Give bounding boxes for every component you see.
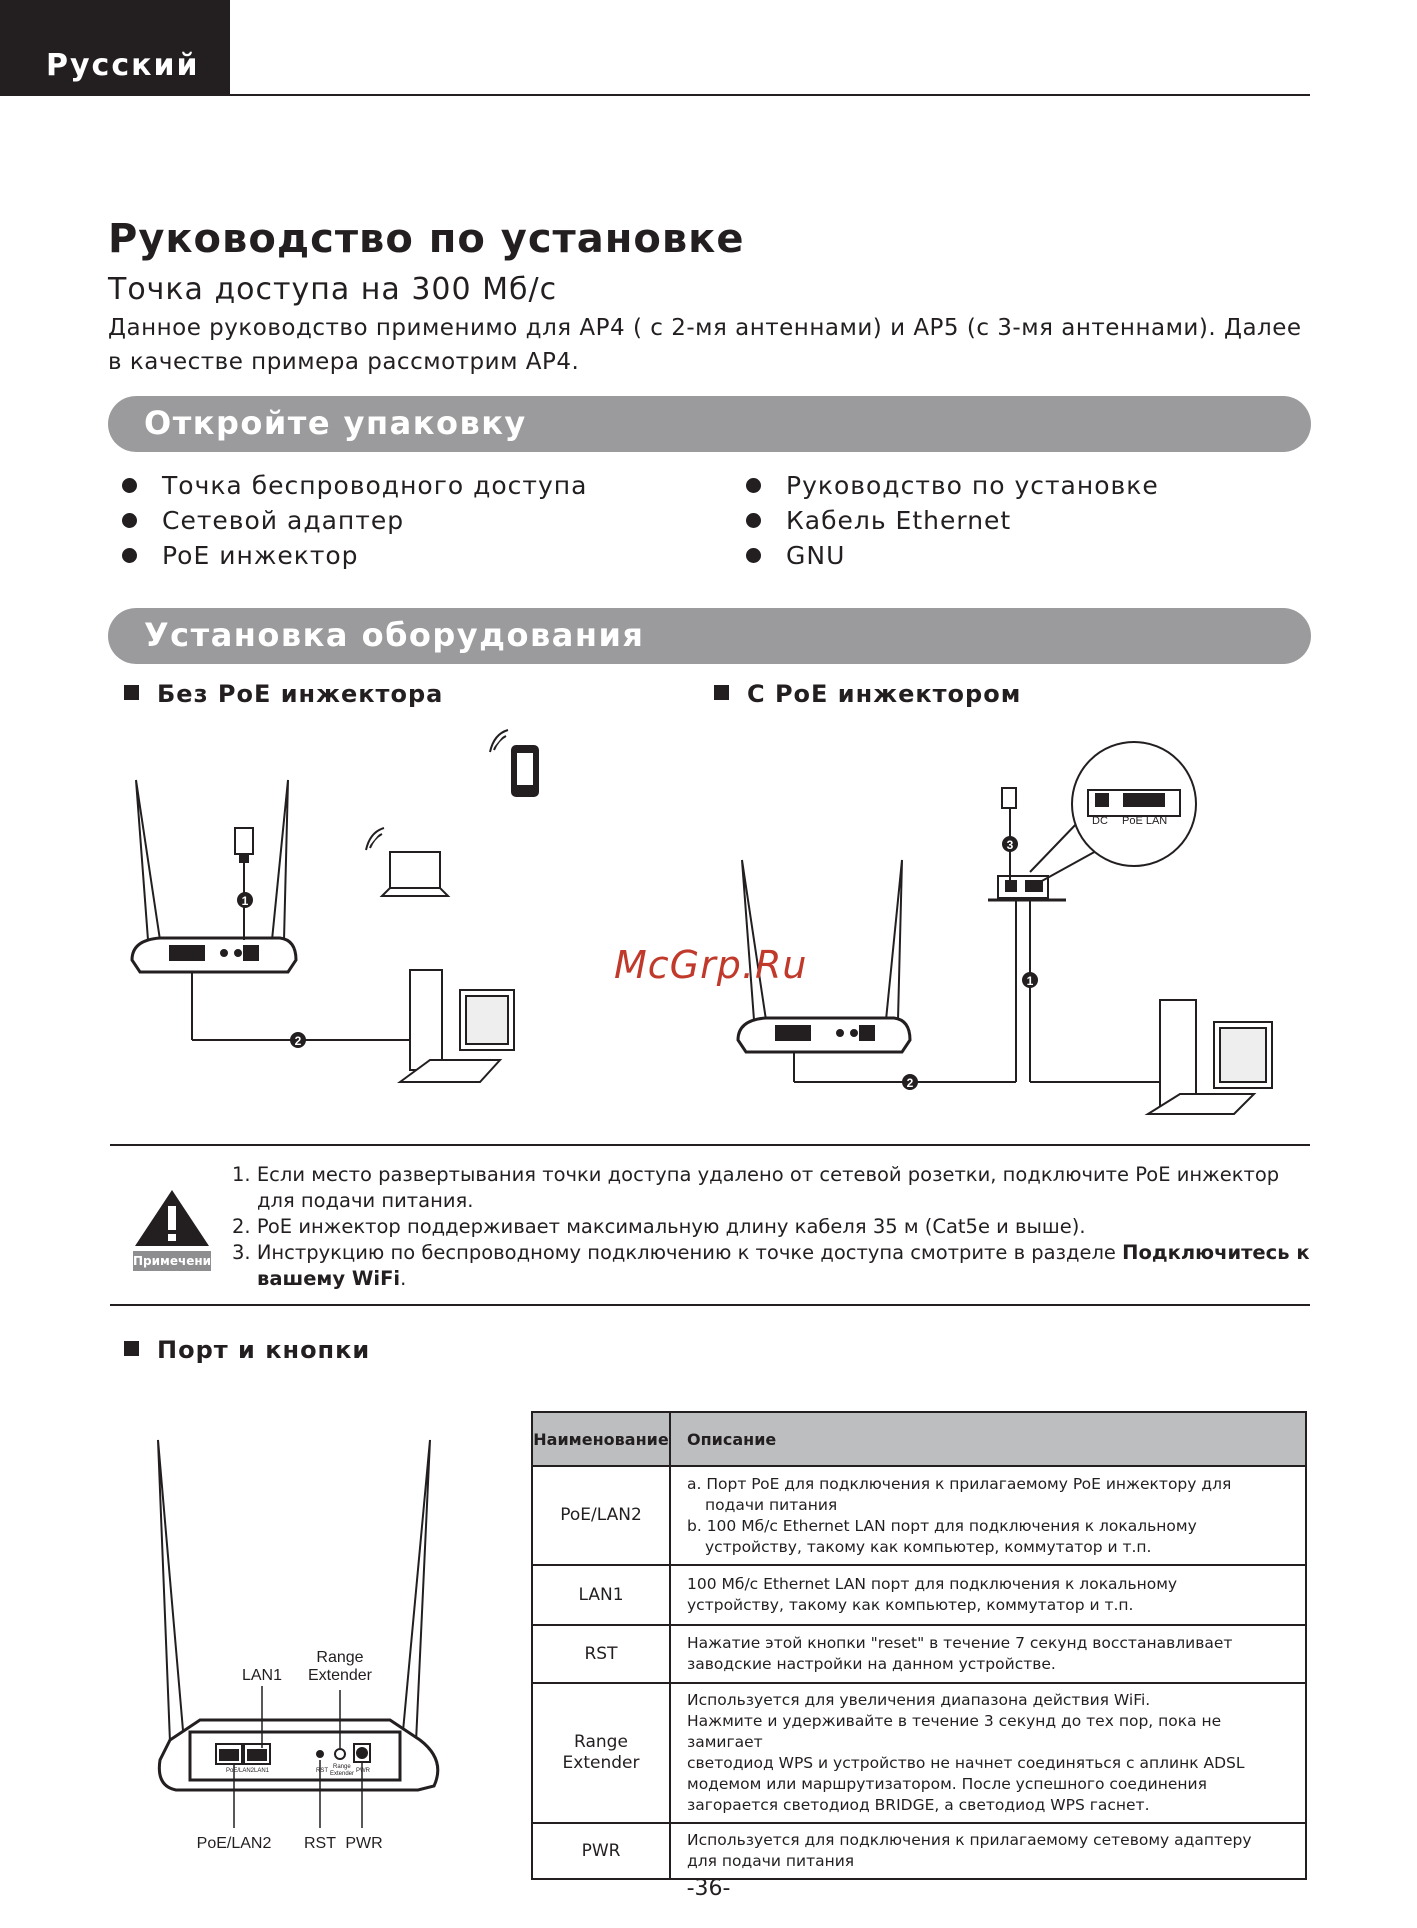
- label-pwr: PWR: [345, 1835, 383, 1852]
- small-label-pwr: PWR: [356, 1768, 370, 1774]
- warning-icon: [133, 1188, 211, 1248]
- port-description: Нажатие этой кнопки "reset" в течение 7 секунд восстанавливает заводские настройки на данном устройстве.: [670, 1625, 1306, 1683]
- port-description: a. Порт PoE для подключения к прилагаемому PoE инжектору для подачи питания b. 100 Мб/с Ethernet LAN порт для подключения к локальному устройству, такому как компьютер, коммутатор и т.п.: [670, 1466, 1306, 1565]
- subheading-with-poe: С PoE инжектором: [714, 680, 1021, 708]
- computer-icon: [1148, 1000, 1272, 1114]
- notes-list: [232, 1162, 1312, 1292]
- ethernet-cable: [192, 972, 410, 1040]
- poe-inset-zoom: [1030, 742, 1196, 882]
- list-item: Кабель Ethernet: [732, 503, 1159, 538]
- table-row: [532, 1466, 1306, 1565]
- router-back-illustration: [158, 1440, 438, 1790]
- list-item: Точка беспроводного доступа: [108, 468, 587, 503]
- bullet-icon: [746, 478, 761, 493]
- bullet-icon: [746, 548, 761, 563]
- table-header-row: [532, 1412, 1306, 1466]
- step-3-marker: [1002, 836, 1018, 852]
- list-item: PoE инжектор: [108, 538, 587, 573]
- subheading-ports: Порт и кнопки: [124, 1336, 370, 1364]
- label-extender: Extender: [307, 1667, 373, 1684]
- page-number: -36-: [686, 1876, 731, 1901]
- step-1-marker: [237, 892, 253, 908]
- power-adapter-icon: [1002, 788, 1016, 880]
- port-name: PWR: [532, 1823, 670, 1879]
- small-label-poe-lan2: PoE/LAN2: [226, 1768, 255, 1774]
- ports-diagram: [130, 1430, 460, 1860]
- label-range: Range: [316, 1649, 364, 1666]
- step-number: 2: [906, 1076, 914, 1090]
- table-row: [532, 1565, 1306, 1625]
- inset-poe-lan-label: PoE LAN: [1122, 815, 1168, 827]
- table-row: [532, 1823, 1306, 1879]
- label-lan1: LAN1: [241, 1667, 283, 1684]
- step-number: 3: [1006, 838, 1014, 852]
- diagram-with-poe: [730, 740, 1320, 1120]
- poe-injector-icon: [988, 876, 1066, 900]
- list-item: Руководство по установке: [732, 468, 1159, 503]
- label-poe-lan2: PoE/LAN2: [196, 1835, 272, 1852]
- port-name: Range Extender: [532, 1683, 670, 1823]
- section-unpack: Откройте упаковку: [108, 396, 1311, 452]
- list-item: 2. PoE инжектор поддерживает максимальную длину кабеля 35 м (Cat5e и выше).: [232, 1215, 1086, 1238]
- page-subtitle: Точка доступа на 300 Мб/с: [108, 272, 558, 307]
- router-illustration: [132, 780, 296, 972]
- square-bullet-icon: [124, 1341, 139, 1356]
- port-description: Используется для увеличения диапазона действия WiFi. Нажмите и удерживайте в течение 3 секунд до тех пор, пока не замигает светодиод WPS и устройство не начнет соединяться с аплинк ADSL модемом или маршрутизатором. После успешного соединения загорается светодиод BRIDGE, а светодиод WPS гаснет.: [670, 1683, 1306, 1823]
- notes-top-rule: [110, 1144, 1310, 1146]
- list-item: 3. Инструкцию по беспроводному подключению к точке доступа смотрите в разделе Подключитесь к вашему WiFi.: [232, 1241, 1310, 1290]
- note-badge: Примечение: [133, 1251, 211, 1271]
- step-2-marker: [290, 1032, 306, 1048]
- list-item: GNU: [732, 538, 1159, 573]
- list-item: 1. Если место развертывания точки доступа удалено от сетевой розетки, подключите PoE инжектор для подачи питания.: [232, 1163, 1280, 1212]
- power-adapter-icon: [235, 828, 253, 940]
- package-list-left: [108, 468, 587, 573]
- table-row: [532, 1625, 1306, 1683]
- notes-bottom-rule: [110, 1304, 1310, 1306]
- port-name: LAN1: [532, 1565, 670, 1625]
- subheading-without-poe: Без PoE инжектора: [124, 680, 443, 708]
- section-install: Установка оборудования: [108, 608, 1311, 664]
- step-2-marker: [902, 1074, 918, 1090]
- bullet-icon: [746, 513, 761, 528]
- small-label-rst: RST: [316, 1768, 328, 1774]
- diagram-without-poe: [120, 720, 540, 1100]
- package-list-right: [732, 468, 1159, 573]
- small-label-lan1: LAN1: [254, 1768, 270, 1774]
- bullet-icon: [122, 478, 137, 493]
- column-header-name: Наименование: [532, 1412, 670, 1466]
- phone-icon: [490, 730, 538, 796]
- step-1-marker: [1022, 972, 1038, 988]
- inset-dc-label: DC: [1092, 815, 1108, 827]
- bullet-icon: [122, 513, 137, 528]
- language-tab: Русский: [0, 0, 230, 96]
- table-row: [532, 1683, 1306, 1823]
- port-description: 100 Мб/с Ethernet LAN порт для подключения к локальному устройству, такому как компьютер, коммутатор и т.п.: [670, 1565, 1306, 1625]
- page-title: Руководство по установке: [108, 216, 745, 262]
- square-bullet-icon: [124, 685, 139, 700]
- watermark: McGrp.Ru: [614, 943, 808, 987]
- intro-paragraph: Данное руководство применимо для AP4 ( с 2-мя антеннами) и AP5 (с 3-мя антеннами). Далее в качестве примера рассмотрим AP4.: [108, 315, 1302, 375]
- ethernet-cable: [794, 900, 1160, 1082]
- port-name: PoE/LAN2: [532, 1466, 670, 1565]
- step-number: 2: [294, 1034, 302, 1048]
- header-rule: [230, 94, 1310, 96]
- list-item: Сетевой адаптер: [108, 503, 587, 538]
- label-rst: RST: [304, 1835, 336, 1852]
- bullet-icon: [122, 548, 137, 563]
- bold-link-text: Подключитесь к вашему WiFi: [257, 1241, 1310, 1290]
- port-name: RST: [532, 1625, 670, 1683]
- step-number: 1: [1026, 974, 1034, 988]
- square-bullet-icon: [714, 685, 729, 700]
- step-number: 1: [241, 894, 249, 908]
- computer-icon: [400, 970, 514, 1082]
- column-header-description: Описание: [670, 1412, 1306, 1466]
- small-label-range: Range: [333, 1764, 351, 1770]
- small-label-extender: Extender: [330, 1771, 355, 1777]
- ports-table: [531, 1411, 1307, 1880]
- laptop-icon: [366, 828, 448, 896]
- port-description: Используется для подключения к прилагаемому сетевому адаптеру для подачи питания: [670, 1823, 1306, 1879]
